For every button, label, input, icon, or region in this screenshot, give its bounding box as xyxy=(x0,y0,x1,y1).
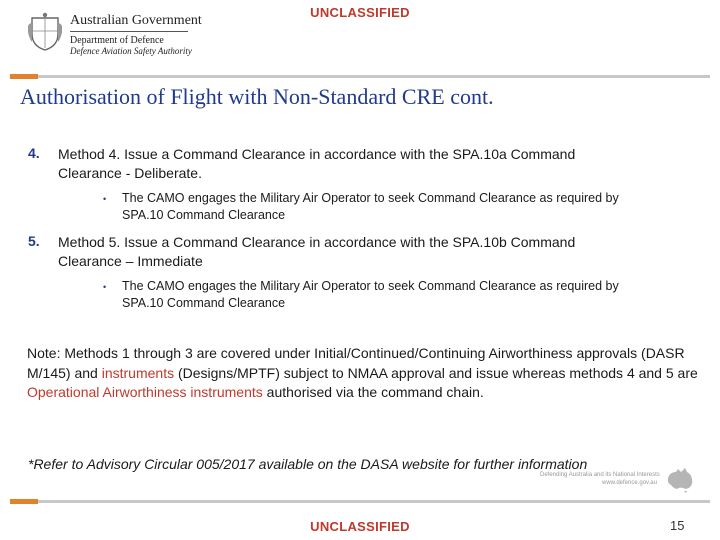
operational-instruments-highlight: Operational Airworthiness instruments xyxy=(27,384,263,400)
bullet-text: The CAMO engages the Military Air Operator to seek Command Clearance as required by xyxy=(122,191,619,205)
method-label: Method 5. xyxy=(58,234,121,250)
note-text: (Designs/MPTF) subject to NMAA approval and issue whereas methods 4 and 5 are xyxy=(174,364,698,381)
classification-bottom: UNCLASSIFIED xyxy=(310,519,410,534)
bottom-rule xyxy=(38,500,710,503)
bullet-icon: • xyxy=(103,282,107,292)
department-name: Department of Defence xyxy=(70,35,164,46)
slide-title: Authorisation of Flight with Non-Standard CRE cont. xyxy=(20,84,494,109)
top-rule xyxy=(38,75,710,78)
note-text: Note: Methods 1 through 3 are covered under Initial/Continued/Continuing Airworthiness approvals (DASR M/145) and xyxy=(27,345,685,381)
bottom-rule-accent xyxy=(10,499,38,504)
item-number: 5. xyxy=(28,233,40,249)
method-text-continued: Clearance – Immediate xyxy=(58,253,203,269)
page-number: 15 xyxy=(670,518,685,533)
bullet-text: The CAMO engages the Military Air Operator to seek Command Clearance as required by xyxy=(122,279,619,293)
note-paragraph xyxy=(27,344,699,403)
note-text: authorised via the command chain. xyxy=(262,384,484,400)
method-label: Method 4. xyxy=(58,146,121,162)
bullet-text-continued: SPA.10 Command Clearance xyxy=(122,208,286,222)
header-divider xyxy=(70,31,188,32)
authority-name: Defence Aviation Safety Authority xyxy=(70,46,192,56)
reference-note: *Refer to Advisory Circular 005/2017 available on the DASA website for further information xyxy=(28,456,588,472)
method-text: Issue a Command Clearance in accordance with the SPA.10a Command xyxy=(120,146,576,162)
method-text: Issue a Command Clearance in accordance with the SPA.10b Command xyxy=(120,234,576,250)
top-rule-accent xyxy=(10,74,38,79)
government-name: Australian Government xyxy=(70,13,202,28)
list-item-method-5 xyxy=(58,233,575,252)
list-item-method-4 xyxy=(58,145,575,164)
footer-website: www.defence.gov.au xyxy=(602,480,657,486)
australia-map-icon xyxy=(665,466,695,494)
footer-tagline: Defending Australia and its National Interests xyxy=(540,472,660,478)
instruments-highlight: instruments xyxy=(101,364,175,381)
method-text-continued: Clearance - Deliberate. xyxy=(58,165,202,181)
classification-top: UNCLASSIFIED xyxy=(310,5,410,20)
coat-of-arms-logo xyxy=(28,12,62,52)
bullet-text-continued: SPA.10 Command Clearance xyxy=(122,296,286,310)
item-number: 4. xyxy=(28,145,40,161)
bullet-icon: • xyxy=(103,194,107,204)
